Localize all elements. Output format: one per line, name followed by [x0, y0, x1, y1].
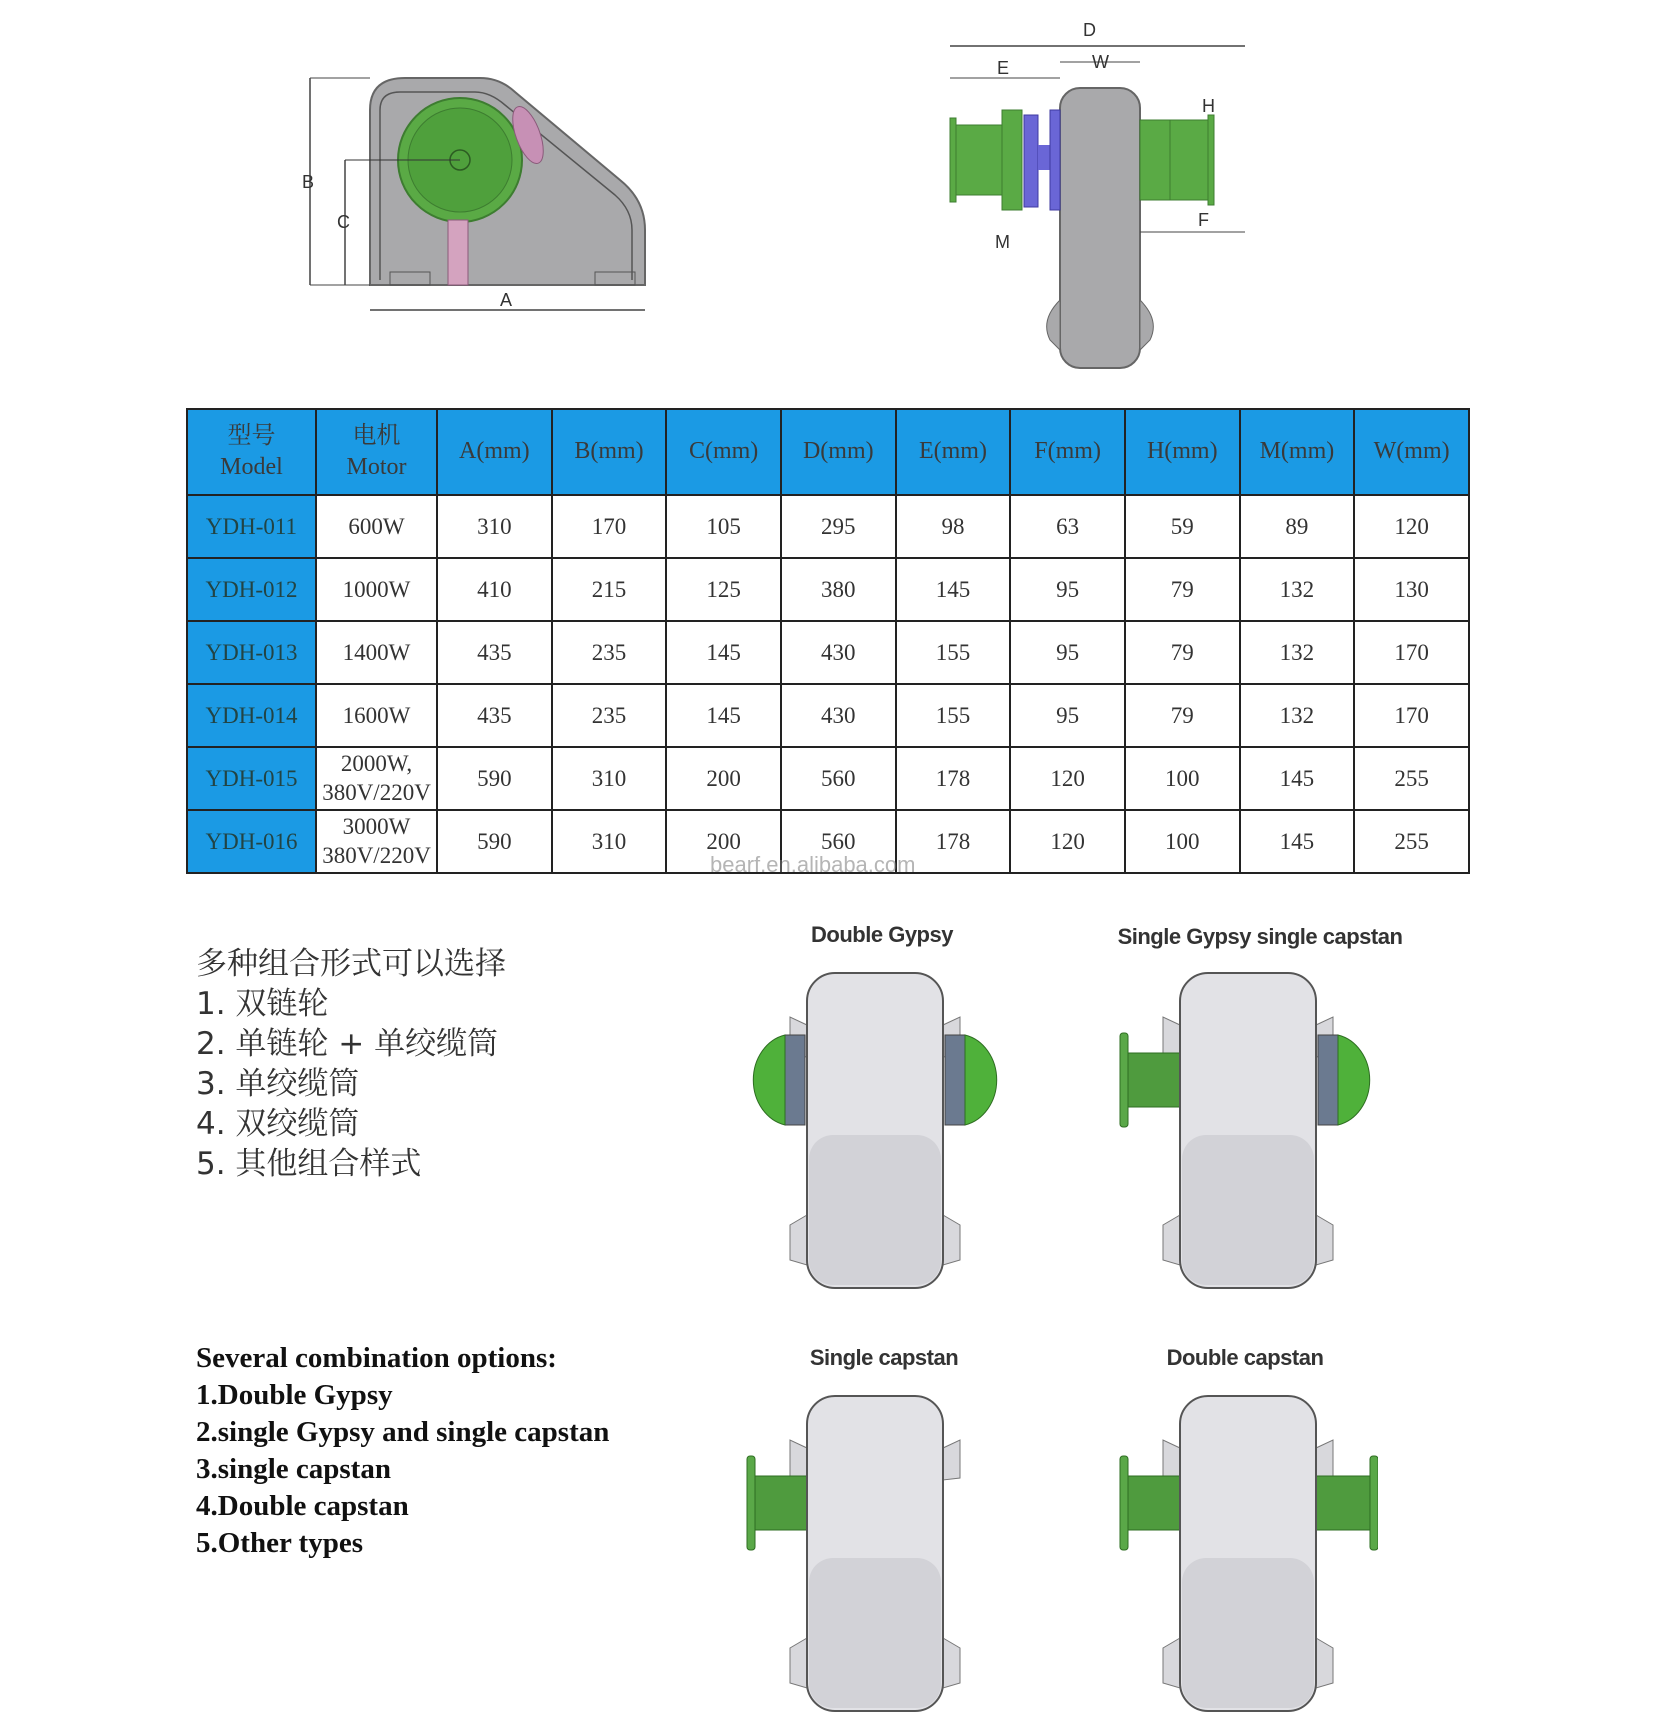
capstan-flange: [1120, 1456, 1128, 1550]
cell-value: 560: [781, 747, 896, 810]
dimension-label-c: C: [337, 212, 350, 232]
motor-line: 1000W: [342, 576, 411, 602]
specification-table: [186, 408, 1470, 874]
cell-value: 132: [1240, 621, 1355, 684]
front-view-diagram: [940, 20, 1260, 370]
cell-model: YDH-016: [187, 810, 316, 873]
header-e: E(mm): [896, 409, 1011, 495]
cell-value: 255: [1354, 810, 1469, 873]
cell-value: 130: [1354, 558, 1469, 621]
cell-model: YDH-013: [187, 621, 316, 684]
housing-shade: [809, 1558, 941, 1708]
cell-value: 79: [1125, 684, 1240, 747]
cell-value: 410: [437, 558, 552, 621]
cell-value: 435: [437, 684, 552, 747]
cell-motor: [316, 747, 437, 810]
capstan-drum: [1122, 1476, 1180, 1530]
cell-model: YDH-011: [187, 495, 316, 558]
capstan-flange: [1120, 1033, 1128, 1127]
cell-value: 590: [437, 747, 552, 810]
cell-value: 100: [1125, 810, 1240, 873]
gypsy-plate: [785, 1035, 805, 1125]
product-label-single-capstan: Single capstan: [809, 1345, 959, 1370]
motor-line: 2000W,: [340, 750, 413, 776]
product-image-double-capstan: [1118, 1388, 1378, 1718]
table-row: [187, 495, 1469, 558]
header-w: W(mm): [1354, 409, 1469, 495]
housing-shade: [809, 1135, 941, 1285]
cell-motor: [316, 495, 437, 558]
options-english: [196, 1340, 609, 1562]
cell-model: YDH-015: [187, 747, 316, 810]
motor-line: 380V/220V: [322, 779, 431, 805]
cell-model: YDH-012: [187, 558, 316, 621]
cell-value: 235: [552, 621, 667, 684]
header-h: H(mm): [1125, 409, 1240, 495]
table-row: [187, 747, 1469, 810]
cell-value: 170: [1354, 684, 1469, 747]
capstan-drum: [1316, 1476, 1374, 1530]
capstan-drum: [749, 1476, 807, 1530]
motor-line: 600W: [348, 513, 405, 539]
header-b: B(mm): [552, 409, 667, 495]
dimension-label-d: D: [1083, 20, 1096, 40]
dimension-label-a: A: [500, 290, 513, 310]
product-label-double-capstan: Double capstan: [1166, 1345, 1324, 1370]
table-row: [187, 684, 1469, 747]
capstan-drum: [1122, 1053, 1180, 1107]
cell-value: 95: [1010, 684, 1125, 747]
header-a: A(mm): [437, 409, 552, 495]
cell-value: 170: [552, 495, 667, 558]
options-chinese: [196, 944, 506, 1184]
cell-value: 120: [1010, 747, 1125, 810]
cell-value: 125: [666, 558, 781, 621]
dimension-label-w: W: [1092, 52, 1109, 72]
cell-value: 59: [1125, 495, 1240, 558]
motor-line: 1600W: [342, 702, 411, 728]
cell-value: 79: [1125, 558, 1240, 621]
product-image-single-gypsy-single-capstan: [1118, 965, 1378, 1295]
side-view-diagram: [300, 70, 730, 330]
cell-value: 145: [666, 684, 781, 747]
motor-line: 1400W: [342, 639, 411, 665]
cell-value: 145: [1240, 810, 1355, 873]
dimension-label-b: B: [302, 172, 315, 192]
motor-line: 3000W: [342, 813, 411, 839]
list-item: 2. 单链轮 + 单绞缆筒: [196, 1026, 499, 1062]
gypsy-wheel: [965, 1035, 997, 1125]
cell-value: 435: [437, 621, 552, 684]
table-row: [187, 558, 1469, 621]
cell-value: 132: [1240, 558, 1355, 621]
header-m: M(mm): [1240, 409, 1355, 495]
cell-value: 310: [437, 495, 552, 558]
cell-value: 255: [1354, 747, 1469, 810]
list-item: 5. 其他组合样式: [196, 1146, 422, 1182]
product-label-double-gypsy: Double Gypsy: [811, 922, 953, 947]
cell-value: 98: [896, 495, 1011, 558]
cell-value: 120: [1010, 810, 1125, 873]
cell-model: YDH-014: [187, 684, 316, 747]
list-item: 4. 双绞缆筒: [196, 1106, 360, 1142]
header-d: D(mm): [781, 409, 896, 495]
product-label-single-gypsy-single-capstan: Single Gypsy single capstan: [1117, 924, 1403, 949]
cell-value: 79: [1125, 621, 1240, 684]
cell-value: 170: [1354, 621, 1469, 684]
cell-value: 235: [552, 684, 667, 747]
cell-value: 380: [781, 558, 896, 621]
cell-value: 155: [896, 684, 1011, 747]
cell-value: 145: [666, 621, 781, 684]
cell-value: 155: [896, 621, 1011, 684]
list-item: 3. 单绞缆筒: [196, 1066, 360, 1102]
list-item: 2.single Gypsy and single capstan: [196, 1416, 610, 1448]
housing-shade: [1182, 1135, 1314, 1285]
header-f: F(mm): [1010, 409, 1125, 495]
cell-motor: [316, 558, 437, 621]
dimension-label-m: M: [995, 232, 1010, 252]
cell-value: 120: [1354, 495, 1469, 558]
list-item: 4.Double capstan: [196, 1490, 409, 1522]
cell-value: 430: [781, 621, 896, 684]
cell-motor: [316, 621, 437, 684]
list-item: 3.single capstan: [196, 1453, 391, 1485]
product-image-double-gypsy: [745, 965, 1005, 1295]
table-header-row: [187, 409, 1469, 495]
motor-line: 380V/220V: [322, 842, 431, 868]
cell-motor: [316, 684, 437, 747]
cell-value: 145: [896, 558, 1011, 621]
product-image-single-capstan: [745, 1388, 1005, 1718]
list-item: 1. 双链轮: [196, 986, 329, 1022]
cell-value: 295: [781, 495, 896, 558]
gypsy-wheel: [753, 1035, 785, 1125]
capstan-flange: [747, 1456, 755, 1550]
cell-value: 145: [1240, 747, 1355, 810]
dimension-label-f: F: [1198, 210, 1209, 230]
gypsy-plate: [1318, 1035, 1338, 1125]
header-c: C(mm): [666, 409, 781, 495]
options-chinese-title: 多种组合形式可以选择: [196, 946, 506, 982]
capstan-flange: [1370, 1456, 1378, 1550]
dimension-label-h: H: [1202, 96, 1215, 116]
cell-value: 132: [1240, 684, 1355, 747]
cell-value: 200: [666, 747, 781, 810]
cell-motor: [316, 810, 437, 873]
cell-value: 89: [1240, 495, 1355, 558]
cell-value: 215: [552, 558, 667, 621]
header-model: 型号 Model: [187, 409, 316, 495]
list-item: 5.Other types: [196, 1527, 364, 1559]
cell-value: 95: [1010, 621, 1125, 684]
dimension-label-e: E: [997, 58, 1010, 78]
cell-value: 95: [1010, 558, 1125, 621]
cell-value: 430: [781, 684, 896, 747]
table-row: [187, 621, 1469, 684]
cell-value: 310: [552, 747, 667, 810]
gypsy-wheel: [1338, 1035, 1370, 1125]
cell-value: 105: [666, 495, 781, 558]
gypsy-plate: [945, 1035, 965, 1125]
cell-value: 310: [552, 810, 667, 873]
list-item: 1.Double Gypsy: [196, 1379, 393, 1411]
cell-value: 63: [1010, 495, 1125, 558]
header-motor: 电机 Motor: [316, 409, 437, 495]
cell-value: 100: [1125, 747, 1240, 810]
watermark: bearf.en.alibaba.com: [710, 852, 916, 877]
cell-value: 590: [437, 810, 552, 873]
cell-value: 178: [896, 810, 1011, 873]
housing-shade: [1182, 1558, 1314, 1708]
cell-value: 178: [896, 747, 1011, 810]
options-english-title: Several combination options:: [196, 1342, 557, 1374]
cell-value: 560: [781, 810, 896, 873]
cell-value: 200: [666, 810, 781, 873]
